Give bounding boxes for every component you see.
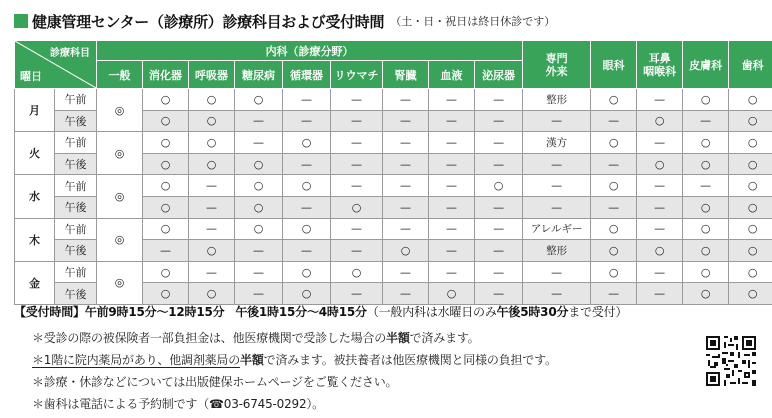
- session-cell: 午後: [55, 196, 97, 218]
- schedule-cell: —: [283, 89, 331, 111]
- hours-pm: 午後1時15分～4時15分: [235, 305, 367, 319]
- schedule-cell: ○: [235, 89, 283, 111]
- schedule-cell: —: [523, 196, 591, 218]
- note-copay: ＊受診の際の被保険者一部負担金は、他医療機関で受診した場合の半額で済みます。: [32, 331, 480, 345]
- schedule-cell: ○: [235, 218, 283, 240]
- col-ippan-header: 一般: [97, 61, 143, 89]
- schedule-cell: —: [383, 110, 429, 132]
- schedule-cell: —: [429, 196, 475, 218]
- schedule-cell: 整形: [523, 89, 591, 111]
- schedule-cell: ○: [683, 132, 729, 154]
- schedule-cell: —: [383, 261, 429, 283]
- schedule-cell: —: [331, 240, 383, 262]
- schedule-cell: —: [235, 283, 283, 305]
- schedule-cell: —: [235, 261, 283, 283]
- col-hinyoki-header: 泌尿器: [475, 61, 523, 89]
- schedule-cell: —: [637, 261, 683, 283]
- schedule-cell: —: [683, 110, 729, 132]
- schedule-cell: —: [331, 218, 383, 240]
- session-cell: 午前: [55, 261, 97, 283]
- schedule-cell: ○: [283, 132, 331, 154]
- reception-hours: [14, 303, 627, 320]
- schedule-cell: —: [523, 175, 591, 197]
- table-row: [15, 261, 772, 283]
- schedule-cell: ○: [143, 132, 189, 154]
- schedule-cell: ○: [591, 89, 637, 111]
- schedule-cell: ○: [189, 153, 235, 175]
- session-cell: 午後: [55, 153, 97, 175]
- schedule-cell: ○: [729, 110, 772, 132]
- schedule-cell: —: [475, 89, 523, 111]
- schedule-cell: —: [429, 132, 475, 154]
- schedule-cell: —: [283, 196, 331, 218]
- schedule-cell: ○: [143, 283, 189, 305]
- schedule-cell: ○: [683, 218, 729, 240]
- session-cell: 午後: [55, 110, 97, 132]
- schedule-cell: ○: [475, 175, 523, 197]
- schedule-cell: ○: [729, 153, 772, 175]
- schedule-cell: ○: [591, 218, 637, 240]
- schedule-cell: ○: [189, 283, 235, 305]
- day-cell: 火: [15, 132, 55, 175]
- schedule-cell: ○: [591, 240, 637, 262]
- general-cell: ◎: [97, 132, 143, 175]
- schedule-cell: —: [331, 175, 383, 197]
- session-cell: 午後: [55, 240, 97, 262]
- schedule-cell: ○: [729, 218, 772, 240]
- schedule-cell: —: [523, 261, 591, 283]
- schedule-cell: —: [637, 175, 683, 197]
- day-cell: 金: [15, 261, 55, 304]
- schedule-cell: —: [331, 89, 383, 111]
- schedule-cell: ○: [143, 261, 189, 283]
- schedule-cell: ○: [683, 261, 729, 283]
- schedule-cell: 漢方: [523, 132, 591, 154]
- schedule-cell: ○: [683, 89, 729, 111]
- schedule-cell: —: [523, 283, 591, 305]
- schedule-cell: —: [475, 261, 523, 283]
- title-note: （土・日・祝日は終日休診です）: [390, 15, 556, 28]
- schedule-cell: —: [189, 196, 235, 218]
- schedule-cell: —: [475, 110, 523, 132]
- schedule-cell: —: [475, 132, 523, 154]
- schedule-cell: アレルギー: [523, 218, 591, 240]
- schedule-cell: —: [383, 218, 429, 240]
- schedule-cell: ○: [331, 261, 383, 283]
- day-cell: 水: [15, 175, 55, 218]
- schedule-cell: ○: [283, 218, 331, 240]
- general-cell: ◎: [97, 89, 143, 132]
- session-cell: 午前: [55, 89, 97, 111]
- schedule-cell: ○: [189, 240, 235, 262]
- schedule-cell: —: [383, 132, 429, 154]
- schedule-cell: —: [475, 153, 523, 175]
- day-cell: 木: [15, 218, 55, 261]
- schedule-cell: ○: [683, 153, 729, 175]
- schedule-cell: ○: [729, 240, 772, 262]
- hours-label: 【受付時間】: [14, 305, 85, 319]
- schedule-cell: —: [235, 110, 283, 132]
- table-row: [15, 132, 772, 154]
- schedule-cell: —: [383, 196, 429, 218]
- schedule-cell: —: [429, 153, 475, 175]
- phone-number[interactable]: 03-6745-0292: [223, 397, 307, 411]
- session-cell: 午前: [55, 218, 97, 240]
- corner-weekday-label: 曜日: [20, 70, 42, 83]
- col-junkanki-header: 循環器: [283, 61, 331, 89]
- col-rheumatism-header: リウマチ: [331, 61, 383, 89]
- schedule-body: [15, 89, 772, 305]
- schedule-cell: —: [283, 153, 331, 175]
- schedule-cell: —: [331, 283, 383, 305]
- schedule-cell: ○: [235, 196, 283, 218]
- schedule-cell: —: [475, 196, 523, 218]
- schedule-cell: —: [143, 240, 189, 262]
- col-kokyuki-header: 呼吸器: [189, 61, 235, 89]
- note-homepage: ＊診療・休診などについては出版健保ホームページをご覧ください。: [32, 375, 398, 389]
- schedule-cell: —: [189, 175, 235, 197]
- schedule-cell: —: [429, 89, 475, 111]
- schedule-cell: ○: [189, 110, 235, 132]
- col-jinzo-header: 腎臓: [383, 61, 429, 89]
- schedule-cell: —: [523, 153, 591, 175]
- schedule-cell: —: [383, 89, 429, 111]
- schedule-cell: —: [383, 175, 429, 197]
- session-cell: 午後: [55, 283, 97, 305]
- hours-note-post: まで受付）: [568, 305, 628, 319]
- table-row: [15, 89, 772, 111]
- table-row: [15, 175, 772, 197]
- schedule-cell: —: [429, 240, 475, 262]
- general-cell: ◎: [97, 261, 143, 304]
- schedule-cell: ○: [143, 218, 189, 240]
- schedule-cell: ○: [591, 132, 637, 154]
- schedule-cell: —: [283, 240, 331, 262]
- col-ganka-header: 眼科: [591, 41, 637, 89]
- schedule-cell: ○: [637, 240, 683, 262]
- schedule-cell: ○: [591, 261, 637, 283]
- schedule-cell: —: [429, 261, 475, 283]
- schedule-cell: ○: [143, 89, 189, 111]
- col-hifuka-header: 皮膚科: [683, 41, 729, 89]
- schedule-cell: —: [189, 261, 235, 283]
- schedule-cell: —: [429, 110, 475, 132]
- qr-code-icon[interactable]: [706, 336, 756, 386]
- schedule-cell: ○: [637, 153, 683, 175]
- table-row: [15, 218, 772, 240]
- schedule-cell: ○: [729, 196, 772, 218]
- title-text: 健康管理センター（診療所）診療科目および受付時間: [32, 12, 385, 31]
- schedule-cell: ○: [143, 153, 189, 175]
- schedule-cell: ○: [143, 110, 189, 132]
- schedule-cell: ○: [189, 89, 235, 111]
- col-ketsueki-header: 血液: [429, 61, 475, 89]
- schedule-cell: ○: [283, 261, 331, 283]
- note-pharmacy: ＊1階に院内薬局があり、他調剤薬局の半額で済みます。被扶養者は他医療機関と同様の負担です。: [32, 353, 557, 367]
- schedule-cell: —: [475, 240, 523, 262]
- hours-am: 午前9時15分～12時15分: [84, 305, 225, 319]
- session-cell: 午前: [55, 132, 97, 154]
- schedule-cell: ○: [729, 261, 772, 283]
- schedule-cell: —: [591, 196, 637, 218]
- general-cell: ◎: [97, 175, 143, 218]
- col-shoukaki-header: 消化器: [143, 61, 189, 89]
- schedule-cell: —: [523, 110, 591, 132]
- note-dental: ＊歯科は電話による予約制です（☎03-6745-0292）。: [32, 397, 324, 411]
- col-tonyobyo-header: 糖尿病: [235, 61, 283, 89]
- day-cell: 月: [15, 89, 55, 132]
- schedule-cell: ○: [143, 175, 189, 197]
- schedule-cell: —: [331, 153, 383, 175]
- schedule-cell: ○: [683, 196, 729, 218]
- schedule-cell: —: [283, 110, 331, 132]
- schedule-cell: —: [189, 218, 235, 240]
- schedule-cell: ○: [283, 175, 331, 197]
- schedule-cell: —: [429, 218, 475, 240]
- phone-icon: ☎: [209, 397, 224, 411]
- schedule-cell: —: [331, 132, 383, 154]
- schedule-cell: ○: [283, 283, 331, 305]
- schedule-cell: —: [591, 110, 637, 132]
- schedule-cell: —: [475, 283, 523, 305]
- schedule-cell: ○: [729, 132, 772, 154]
- schedule-cell: ○: [729, 175, 772, 197]
- schedule-cell: —: [429, 175, 475, 197]
- corner-subjects-label: 診療科目: [50, 48, 90, 59]
- schedule-table: [14, 40, 772, 305]
- schedule-cell: ○: [683, 283, 729, 305]
- col-shika-header: 歯科: [729, 41, 772, 89]
- schedule-cell: —: [683, 175, 729, 197]
- title-marker-icon: [14, 14, 28, 28]
- schedule-cell: —: [637, 89, 683, 111]
- schedule-cell: —: [331, 110, 383, 132]
- schedule-cell: —: [591, 153, 637, 175]
- schedule-cell: ○: [331, 196, 383, 218]
- col-jibika-header: 耳鼻 咽喉科: [637, 41, 683, 89]
- page-title: [14, 10, 555, 32]
- schedule-cell: ○: [637, 110, 683, 132]
- schedule-cell: —: [591, 283, 637, 305]
- schedule-cell: —: [637, 132, 683, 154]
- schedule-cell: ○: [729, 89, 772, 111]
- schedule-cell: —: [475, 218, 523, 240]
- schedule-cell: —: [637, 218, 683, 240]
- schedule-cell: —: [383, 153, 429, 175]
- schedule-cell: ○: [729, 283, 772, 305]
- schedule-cell: —: [637, 196, 683, 218]
- schedule-cell: ○: [383, 240, 429, 262]
- schedule-cell: ○: [189, 132, 235, 154]
- session-cell: 午前: [55, 175, 97, 197]
- schedule-cell: ○: [429, 283, 475, 305]
- schedule-cell: —: [383, 283, 429, 305]
- schedule-cell: 整形: [523, 240, 591, 262]
- schedule-cell: ○: [235, 175, 283, 197]
- col-senmon-header: 専門 外来: [523, 41, 591, 89]
- table-corner-header: [15, 41, 97, 89]
- schedule-cell: ○: [143, 196, 189, 218]
- naika-group-header: 内科（診療分野）: [97, 41, 523, 61]
- hours-note-pre: （一般内科は水曜日のみ: [366, 305, 497, 319]
- schedule-cell: ○: [235, 153, 283, 175]
- schedule-cell: —: [235, 132, 283, 154]
- general-cell: ◎: [97, 218, 143, 261]
- schedule-cell: —: [235, 240, 283, 262]
- schedule-cell: —: [637, 283, 683, 305]
- hours-note-bold: 午後5時30分: [496, 305, 569, 319]
- schedule-cell: ○: [683, 240, 729, 262]
- schedule-cell: ○: [591, 175, 637, 197]
- notes-list: [32, 327, 557, 415]
